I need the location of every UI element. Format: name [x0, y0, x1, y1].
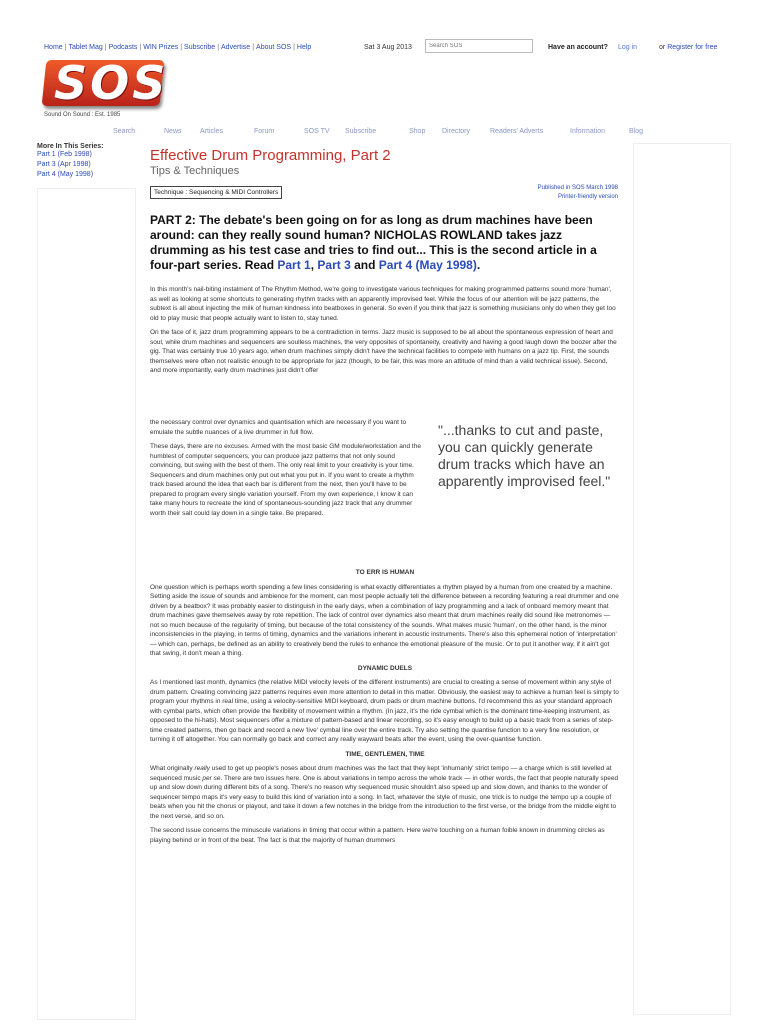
published-in: Published in SOS March 1998 [537, 185, 618, 191]
intro-end: . [476, 258, 481, 272]
top-link-win-prizes[interactable]: WIN Prizes [143, 44, 179, 51]
pull-quote: "...thanks to cut and paste, you can quickly generate drum tracks which have an apparently improvised feel." [438, 422, 611, 489]
top-link-tablet-mag[interactable]: Tablet Mag [68, 44, 103, 51]
nav-directory[interactable]: Directory [442, 128, 471, 135]
nav-news[interactable]: News [164, 128, 182, 135]
search-input[interactable] [425, 39, 533, 53]
nav-search[interactable]: Search [113, 128, 136, 135]
top-bar [44, 42, 768, 56]
top-link-about[interactable]: About SOS [256, 44, 292, 51]
article-title: Effective Drum Programming, Part 2 [150, 147, 391, 164]
printer-friendly-link[interactable]: Printer-friendly version [557, 194, 618, 200]
top-link-home[interactable]: Home [44, 44, 63, 51]
paragraph-5: One question which is perhaps worth spending a few lines considering is what exactly differentiates a rhythm played by a human from one created by a machine. Setting aside the issue of sounds and ambience for the moment, can most people actually tell the difference between a recording featuring a real drummer and one driven by a beatbox? It was probably easier to distinguish in the early days, when a combination of lazy programming and a lack of onboard memory meant that drum machines gave themselves away by rote repetition. The lack of control over dynamics also meant that drum machines really did sound like metronomes — not so much because of the regularity of timing, but because of the total consistency of the sounds. What makes music 'human', on the other hand, is the minor inconsistencies in the playing, in terms of timing, dynamics and the variations inherent in acoustic instruments. There's also this ephemeral notion of 'interpretation' — which can, perhaps, be defined as an ability to creatively bend the rules to enhance the emotional pleasure of the music. Or to put it another way, if it ain't got that swing, it don't mean a thing. [150, 583, 619, 657]
sos-logo[interactable] [44, 56, 169, 110]
series-title: More In This Series: [37, 143, 104, 150]
register-wrap [659, 44, 717, 51]
publication-info [476, 184, 618, 202]
technique-tag[interactable]: Technique : Sequencing & MIDI Controllers [150, 186, 282, 199]
nav-information[interactable]: Information [570, 128, 606, 135]
article-header [150, 143, 620, 177]
paragraph-4: These days, there are no excuses. Armed with the most basic GM module/workstation and the humblest of computer sequencers, you can produce jazz patterns that not only sound convincing, but swing with the best of them. The only real limit to your creativity is your time. Sequencers and drum machines only put out what you put in. If you want to create a rhythm track based around the idea that each bar is different from the next, then you'll have to be prepared to program every single variation yourself. From my own experience, I know it can take many hours to recreate the kind of spontaneous-sounding jazz track that any drummer worth their salt could lay down in a single take. Be prepared. [150, 443, 421, 517]
intro-text: PART 2: The debate's been going on for as long as drum machines have been around: can they really sound human? NICHOLAS ROWLAND takes jazz drumming as his test case and tries to find out... This is the second article in a four-part series. Read [150, 213, 597, 272]
nav-subscribe[interactable]: Subscribe [345, 128, 377, 135]
article-body-narrow [150, 418, 422, 523]
nav-blog[interactable]: Blog [629, 128, 644, 135]
nav-forum[interactable]: Forum [254, 128, 275, 135]
p7-em: really [194, 765, 210, 772]
top-link-subscribe[interactable]: Subscribe [184, 44, 216, 51]
p7-a: What originally [150, 765, 195, 772]
section-heading-err: TO ERR IS HUMAN [355, 569, 415, 576]
p7-em2: per se [202, 774, 221, 782]
top-link-podcasts[interactable]: Podcasts [108, 44, 138, 51]
article-subtitle: Tips & Techniques [150, 165, 240, 177]
paragraph-8: The second issue concerns the minuscule variations in timing that occur within a pattern. Here we're touching on a human foible known in drumming circles as playing behind or in front of the beat. The fact is that the majority of human drummers [150, 827, 605, 844]
series-link-part3[interactable]: Part 3 (Apr 1998) [37, 161, 91, 168]
login-link[interactable]: Log in [618, 44, 638, 51]
top-link-advertise[interactable]: Advertise [221, 44, 251, 51]
series-link-part1[interactable]: Part 1 (Feb 1998) [37, 151, 92, 158]
paragraph-3: the necessary control over dynamics and quantisation which are necessary if you want to emulate the subtle nuances of a live drummer in full flow. [150, 419, 407, 436]
top-links: Home | Tablet Mag | Podcasts | WIN Prizes | Subscribe | Advertise | About SOS | Help [44, 44, 312, 51]
paragraph-1: In this month's nail-biting instalment of The Rhythm Method, we're going to investigate various techniques for making programmed patterns sound more 'human', as well as looking at some shortcuts to generating rhythm tracks with an apparently improvised feel. While the focus of our attention will be jazz patterns, the subtext is all about injecting the milk of human kindness into beatboxes in general. So even if you think that jazz is something musicians only do when they get too old to play music that people actually want to listen to, stay tuned. [150, 286, 616, 322]
intro-link-part1[interactable]: Part 1 [277, 258, 311, 272]
p7-c: . There are two issues here. One is about variations in tempo across the whole track — in other words, the fact that people naturally speed up and slow down during different bits of a song. There's no reason why sequenced music shouldn't also speed up and slow down, and thanks to the wonder of sequencer tempo maps it's very easy to build this kind of variation into a song. In fact, whatever the style of music, one trick is to nudge the tempo up a couple of beats when you hit the chorus or playout, and take it down a few notches in the bridge from the introduction to the first verse, or the bridge from the middle eight to the next verse, and so on. [150, 774, 619, 820]
logo-tagline: Sound On Sound : Est. 1985 [44, 112, 121, 118]
account-prompt: Have an account? [548, 44, 608, 51]
section-heading-time: TIME, GENTLEMEN, TIME [345, 750, 425, 758]
left-ad-column [37, 188, 136, 1020]
current-date: Sat 3 Aug 2013 [364, 44, 412, 51]
nav-sos-tv[interactable]: SOS TV [304, 128, 330, 135]
series-box [37, 143, 137, 180]
article-body-top [150, 285, 620, 381]
paragraph-7 [150, 764, 620, 821]
paragraph-2: On the face of it, jazz drum programming appears to be a contradiction in terms. Jazz music is supposed to be all about the spontaneous expression of heart and soul, while drum machines and sequencers are soulless machines, the very opposites of spontaneity, creativity and having a good laugh down the boozer after the gig. That was certainly true 10 years ago, when drum machines simply didn't have the technical facilities to compete with humans on a jazz tip. First, the sounds themselves were often not realistic enough to be appropriate for jazz (though, to be fair, this was more an attitude of mind than a valid technical issue). Second, and more importantly, early drum machines just didn't offer [150, 329, 617, 374]
nav-articles[interactable]: Articles [200, 128, 223, 135]
intro-sep: , [310, 258, 318, 272]
paragraph-6: As I mentioned last month, dynamics (the relative MIDI velocity levels of the different instruments) are crucial to creating a sense of movement within any style of drum pattern. Creating convincing jazz patterns requires even more attention to detail in this matter. Obviously, the easiest way to achieve a human feel is simply to program your rhythms in real time, using a velocity-sensitive MIDI keyboard, drum pads or drum machine buttons. I'd recommend this as your standard approach with cymbal parts, which often provide the flexibility of movement within a rhythm. (In jazz, it's the ride cymbal which is the dominant time-keeping instrument, as opposed to the hi-hats). Most sequencers offer a mixture of pattern-based and linear recording, so it's easy enough to build up a basic track from a series of step-time created patterns, then go back and record a new 'live' cymbal line over the entire track. Try also setting the quantise function to a very fine resolution, or turning it off altogether. You can normally go back and correct any really wayward beats after the event, using the over-quantise function. [150, 679, 619, 743]
register-link[interactable]: Register for free [667, 44, 718, 51]
intro-link-part3[interactable]: Part 3 [317, 258, 351, 272]
article-body-bottom [150, 568, 620, 850]
nav-shop[interactable]: Shop [409, 128, 426, 135]
nav-readers-adverts[interactable]: Readers' Adverts [490, 128, 544, 135]
top-link-help[interactable]: Help [296, 44, 312, 51]
section-heading-dynamics: DYNAMIC DUELS [357, 664, 413, 672]
intro-and: and [350, 258, 379, 272]
or-text: or [659, 44, 666, 51]
logo-text: SOS [54, 56, 169, 110]
p7-b: used to get up people's noses about drum machines was the fact that they kept 'inhumanly' strict tempo — a charge which is still levelled at sequenced music [150, 765, 612, 782]
intro-link-part4[interactable]: Part 4 (May 1998) [378, 258, 477, 272]
article-intro [150, 213, 620, 273]
series-link-part4[interactable]: Part 4 (May 1998) [37, 171, 94, 178]
right-ad-column [633, 143, 731, 1015]
